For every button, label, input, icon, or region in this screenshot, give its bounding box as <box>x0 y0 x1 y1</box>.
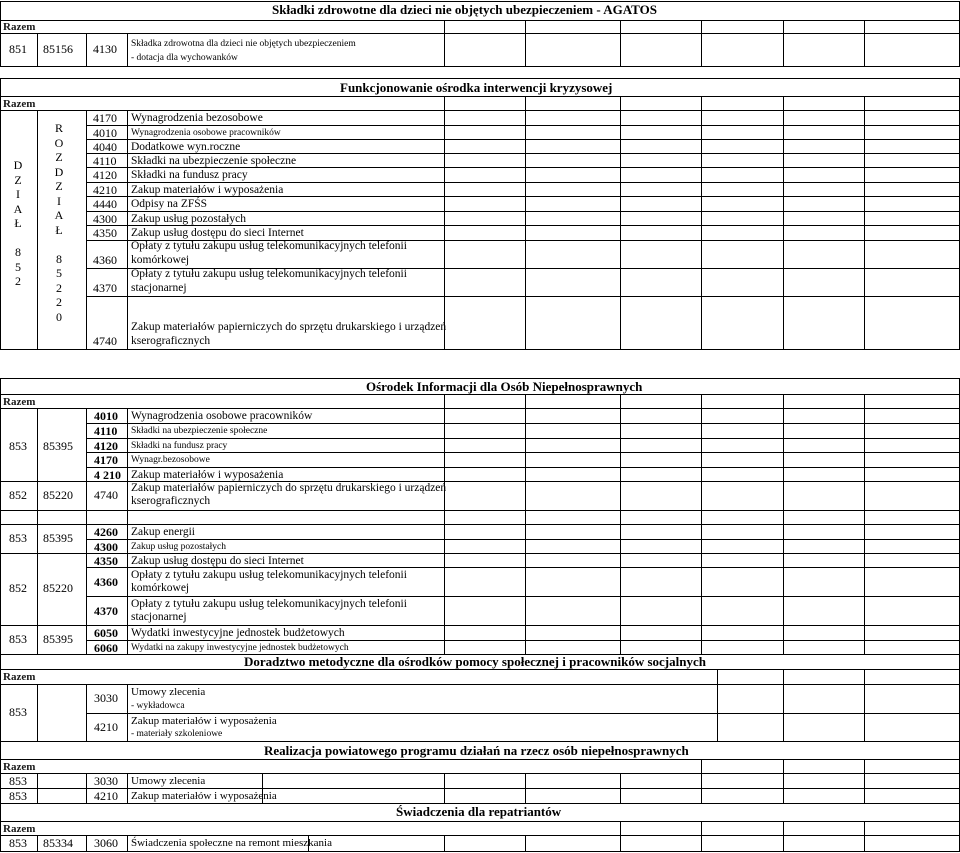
description-cell: Wynagrodzenia osobowe pracowników <box>131 128 281 138</box>
rozdzial-cell: 85220 <box>43 488 73 502</box>
razem-label: Razem <box>3 761 36 773</box>
razem-label: Razem <box>3 98 36 110</box>
description-cell: Zakup materiałów i wyposażenia <box>131 184 284 196</box>
description-cell: Składka zdrowotna dla dzieci nie objętych ubezpieczeniem <box>131 39 356 49</box>
description-cell-cont: stacjonarnej <box>131 282 187 294</box>
description-cell: Wynagr.bezosobowe <box>131 455 210 465</box>
paragraf-cell: 4120 <box>94 439 118 453</box>
rozdzial-cell: 85220 <box>43 581 73 595</box>
description-cell: Opłaty z tytułu zakupu usług telekomunikacyjnych telefonii <box>131 598 407 610</box>
description-cell-cont: komórkowej <box>131 582 190 594</box>
dzial-vertical-label <box>11 158 25 289</box>
vertical-letter: 8 <box>15 245 21 259</box>
vertical-letter: 5 <box>56 266 62 280</box>
paragraf-cell: 4040 <box>93 140 117 154</box>
paragraf-cell: 4260 <box>94 525 118 539</box>
paragraf-cell: 4 210 <box>94 468 121 482</box>
rozdzial-cell: 85395 <box>43 632 73 646</box>
paragraf-cell: 4740 <box>94 488 118 502</box>
section-title-agatos: Składki zdrowotne dla dzieci nie objętych ubezpieczeniem - AGATOS <box>272 2 657 17</box>
dzial-cell: 853 <box>9 632 27 646</box>
paragraf-cell: 4360 <box>93 253 117 267</box>
vertical-letter: 2 <box>15 274 21 288</box>
paragraf-cell: 4210 <box>94 789 118 803</box>
paragraf-cell: 4210 <box>94 720 118 734</box>
dzial-cell: 853 <box>9 439 27 453</box>
description-cell: Zakup materiałów papierniczych do sprzętu drukarskiego i urządzeń <box>131 482 447 494</box>
description-cell: Opłaty z tytułu zakupu usług telekomunikacyjnych telefonii <box>131 569 407 581</box>
vertical-letter: I <box>57 193 61 208</box>
section-title-oion: Ośrodek Informacji dla Osób Niepełnosprawnych <box>366 379 643 394</box>
description-cell: Zakup usług dostępu do sieci Internet <box>131 555 304 567</box>
vertical-letter: A <box>13 201 23 216</box>
note-cell: - dotacja dla wychowanków <box>131 53 238 63</box>
vertical-letter: Z <box>55 179 63 193</box>
section-title-doradztwo: Doradztwo metodyczne dla ośrodków pomocy społecznej i pracowników socjalnych <box>244 654 706 669</box>
note-cell: - materiały szkoleniowe <box>131 729 223 739</box>
description-cell-cont: komórkowej <box>131 254 190 266</box>
section-title-program: Realizacja powiatowego programu działań na rzecz osób niepełnosprawnych <box>264 743 689 758</box>
vertical-letter <box>52 237 66 252</box>
paragraf-cell: 4110 <box>93 154 117 168</box>
dzial-cell: 853 <box>9 774 27 788</box>
description-cell: Składki na fundusz pracy <box>131 169 248 181</box>
razem-label: Razem <box>3 823 36 835</box>
vertical-letter: D <box>54 164 64 179</box>
paragraf-cell: 6060 <box>94 641 118 655</box>
description-cell: Zakup usług dostępu do sieci Internet <box>131 227 304 239</box>
paragraf-cell: 4120 <box>93 168 117 182</box>
description-cell-cont: kserograficznych <box>131 495 211 507</box>
description-cell: Zakup materiałów i wyposażenia <box>131 790 277 802</box>
vertical-letter: D <box>13 158 23 172</box>
description-cell-cont: stacjonarnej <box>131 611 187 623</box>
paragraf-cell: 4350 <box>94 554 118 568</box>
description-cell: Wynagrodzenia osobowe pracowników <box>131 410 313 422</box>
rozdzial-cell: 85156 <box>43 42 73 56</box>
description-cell: Świadczenia społeczne na remont mieszkania <box>131 837 332 849</box>
description-cell: Wydatki inwestycyjne jednostek budżetowych <box>131 627 345 639</box>
description-cell: Odpisy na ZFŚS <box>131 198 208 210</box>
dzial-cell: 852 <box>9 581 27 595</box>
paragraf-cell: 4360 <box>94 575 118 589</box>
dzial-cell: 853 <box>9 531 27 545</box>
paragraf-cell: 4300 <box>94 540 118 554</box>
dzial-cell: 852 <box>9 488 27 502</box>
razem-label: Razem <box>3 671 36 683</box>
paragraf-cell: 4130 <box>93 42 117 56</box>
description-cell: Zakup usług pozostałych <box>131 542 226 552</box>
description-cell: Składki na ubezpieczenie społeczne <box>131 426 268 436</box>
description-cell: Wydatki na zakupy inwestycyjne jednostek budżetowych <box>131 643 349 653</box>
vertical-letter: 8 <box>56 251 62 266</box>
description-cell: Dodatkowe wyn.roczne <box>131 141 241 153</box>
section-title-kryzys: Funkcjonowanie ośrodka interwencji kryzysowej <box>340 80 613 95</box>
description-cell: Składki na fundusz pracy <box>131 441 228 451</box>
vertical-letter: Ł <box>14 216 22 230</box>
rozdzial-cell: 85395 <box>43 531 73 545</box>
rozdzial-cell: 85334 <box>43 836 73 850</box>
paragraf-cell: 4740 <box>93 334 117 348</box>
paragraf-cell: 4010 <box>94 409 118 423</box>
description-cell: Zakup materiałów i wyposażenia <box>131 469 284 481</box>
paragraf-cell: 4010 <box>93 126 117 140</box>
description-cell: Opłaty z tytułu zakupu usług telekomunikacyjnych telefonii <box>131 268 407 280</box>
dzial-cell: 853 <box>9 789 27 803</box>
vertical-letter: 2 <box>56 280 62 295</box>
vertical-letter: 5 <box>15 259 21 274</box>
description-cell-cont: kserograficznych <box>131 335 211 347</box>
paragraf-cell: 3030 <box>94 691 118 705</box>
dzial-cell: 853 <box>9 836 27 850</box>
paragraf-cell: 4210 <box>93 183 117 197</box>
paragraf-cell: 4170 <box>93 111 117 125</box>
vertical-letter: O <box>54 135 64 150</box>
vertical-letter: Z <box>14 172 22 187</box>
description-cell: Zakup energii <box>131 526 195 538</box>
paragraf-cell: 3030 <box>94 774 118 788</box>
note-cell: - wykładowca <box>131 701 185 711</box>
dzial-cell: 853 <box>9 705 27 719</box>
paragraf-cell: 4350 <box>93 226 117 240</box>
paragraf-cell: 4300 <box>93 212 117 226</box>
description-cell: Wynagrodzenia bezosobowe <box>131 112 263 124</box>
vertical-letter: A <box>54 208 64 222</box>
razem-label: Razem <box>3 21 36 33</box>
vertical-letter: Z <box>55 150 63 164</box>
paragraf-cell: 3060 <box>94 836 118 850</box>
paragraf-cell: 4370 <box>94 604 118 618</box>
vertical-letter: 0 <box>56 309 62 324</box>
description-cell: Zakup materiałów i wyposażenia <box>131 715 277 727</box>
section-title-repatrianci: Świadczenia dla repatriantów <box>396 804 562 819</box>
rozdzial-cell: 85395 <box>43 439 73 453</box>
rozdzial-vertical-label <box>52 121 66 324</box>
vertical-letter: R <box>54 121 63 135</box>
vertical-letter: Ł <box>55 222 63 237</box>
description-cell: Zakup usług pozostałych <box>131 213 246 225</box>
razem-label: Razem <box>3 396 36 408</box>
paragraf-cell: 4110 <box>94 424 118 438</box>
description-cell: Umowy zlecenia <box>131 686 206 698</box>
description-cell: Zakup materiałów papierniczych do sprzętu drukarskiego i urządzeń <box>131 321 447 333</box>
description-cell: Umowy zlecenia <box>131 775 206 787</box>
paragraf-cell: 4440 <box>93 197 117 211</box>
vertical-letter: I <box>16 187 20 201</box>
vertical-letter: 2 <box>56 295 62 309</box>
paragraf-cell: 4170 <box>94 453 118 467</box>
description-cell: Opłaty z tytułu zakupu usług telekomunikacyjnych telefonii <box>131 240 407 252</box>
description-cell: Składki na ubezpieczenie społeczne <box>131 155 297 167</box>
vertical-letter <box>11 231 25 246</box>
paragraf-cell: 6050 <box>94 626 118 640</box>
paragraf-cell: 4370 <box>93 281 117 295</box>
dzial-cell: 851 <box>9 42 27 56</box>
